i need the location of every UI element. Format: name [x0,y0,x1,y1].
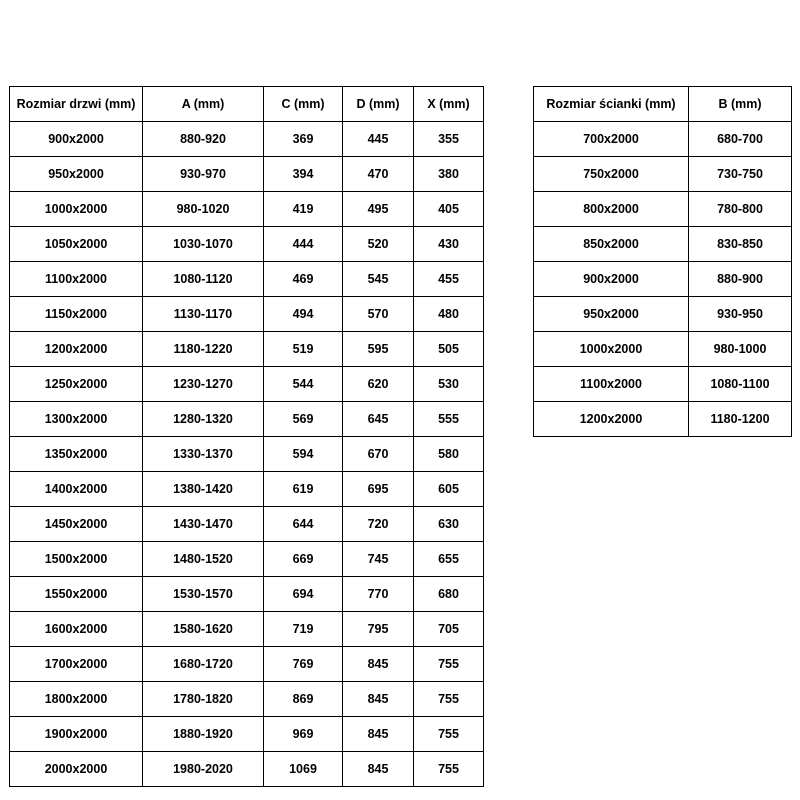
table-row [10,542,484,577]
cell-wall-size: 1100x2000 [534,367,689,402]
cell-a: 1880-1920 [143,717,264,752]
cell-c: 519 [264,332,343,367]
cell-d: 620 [343,367,414,402]
column-header-wall-size: Rozmiar ścianki (mm) [534,87,689,122]
cell-door-size: 1250x2000 [10,367,143,402]
cell-a: 1530-1570 [143,577,264,612]
cell-x: 430 [414,227,484,262]
cell-c: 869 [264,682,343,717]
cell-b: 730-750 [689,157,792,192]
cell-b: 780-800 [689,192,792,227]
table-row [10,157,484,192]
cell-door-size: 1050x2000 [10,227,143,262]
cell-a: 1130-1170 [143,297,264,332]
cell-x: 480 [414,297,484,332]
cell-door-size: 1600x2000 [10,612,143,647]
cell-door-size: 1100x2000 [10,262,143,297]
cell-d: 445 [343,122,414,157]
cell-d: 845 [343,752,414,787]
cell-b: 980-1000 [689,332,792,367]
cell-d: 845 [343,682,414,717]
cell-b: 1080-1100 [689,367,792,402]
cell-x: 605 [414,472,484,507]
table-row [534,157,792,192]
cell-b: 830-850 [689,227,792,262]
cell-d: 720 [343,507,414,542]
cell-x: 655 [414,542,484,577]
cell-d: 520 [343,227,414,262]
cell-a: 1380-1420 [143,472,264,507]
table-row [534,367,792,402]
table-row [10,507,484,542]
cell-b: 680-700 [689,122,792,157]
cell-a: 1180-1220 [143,332,264,367]
cell-wall-size: 1000x2000 [534,332,689,367]
table-row [534,122,792,157]
door-size-table [9,86,484,787]
cell-b: 930-950 [689,297,792,332]
table-row [10,577,484,612]
cell-a: 930-970 [143,157,264,192]
cell-door-size: 1900x2000 [10,717,143,752]
cell-door-size: 1200x2000 [10,332,143,367]
cell-c: 369 [264,122,343,157]
cell-wall-size: 850x2000 [534,227,689,262]
cell-x: 380 [414,157,484,192]
column-header-x: X (mm) [414,87,484,122]
door-table-header [10,87,484,122]
cell-x: 755 [414,647,484,682]
cell-c: 694 [264,577,343,612]
table-row [10,682,484,717]
table-row [10,262,484,297]
cell-x: 755 [414,752,484,787]
cell-a: 1230-1270 [143,367,264,402]
cell-c: 669 [264,542,343,577]
cell-x: 680 [414,577,484,612]
table-row [10,122,484,157]
cell-wall-size: 950x2000 [534,297,689,332]
table-row [10,192,484,227]
cell-d: 795 [343,612,414,647]
cell-x: 530 [414,367,484,402]
cell-x: 755 [414,682,484,717]
cell-d: 845 [343,717,414,752]
table-row [10,367,484,402]
cell-d: 670 [343,437,414,472]
table-row [10,402,484,437]
column-header-c: C (mm) [264,87,343,122]
cell-door-size: 1550x2000 [10,577,143,612]
cell-door-size: 1800x2000 [10,682,143,717]
cell-d: 645 [343,402,414,437]
cell-d: 570 [343,297,414,332]
table-row [534,227,792,262]
cell-door-size: 1700x2000 [10,647,143,682]
table-row [10,612,484,647]
wall-panel-size-table [533,86,792,437]
cell-c: 719 [264,612,343,647]
cell-b: 880-900 [689,262,792,297]
cell-a: 1780-1820 [143,682,264,717]
table-row [534,262,792,297]
column-header-door-size: Rozmiar drzwi (mm) [10,87,143,122]
cell-door-size: 1400x2000 [10,472,143,507]
column-header-d: D (mm) [343,87,414,122]
cell-d: 595 [343,332,414,367]
cell-c: 494 [264,297,343,332]
cell-a: 1480-1520 [143,542,264,577]
cell-c: 644 [264,507,343,542]
cell-door-size: 1500x2000 [10,542,143,577]
table-row [10,752,484,787]
cell-x: 505 [414,332,484,367]
cell-a: 1030-1070 [143,227,264,262]
cell-door-size: 1350x2000 [10,437,143,472]
cell-x: 455 [414,262,484,297]
cell-wall-size: 1200x2000 [534,402,689,437]
cell-door-size: 1150x2000 [10,297,143,332]
cell-a: 1330-1370 [143,437,264,472]
cell-door-size: 1450x2000 [10,507,143,542]
cell-a: 1580-1620 [143,612,264,647]
cell-x: 580 [414,437,484,472]
cell-door-size: 2000x2000 [10,752,143,787]
cell-wall-size: 900x2000 [534,262,689,297]
cell-x: 630 [414,507,484,542]
table-row [10,437,484,472]
cell-a: 1280-1320 [143,402,264,437]
cell-c: 769 [264,647,343,682]
cell-c: 469 [264,262,343,297]
cell-c: 619 [264,472,343,507]
cell-door-size: 1000x2000 [10,192,143,227]
cell-b: 1180-1200 [689,402,792,437]
column-header-a: A (mm) [143,87,264,122]
cell-x: 405 [414,192,484,227]
table-header-row [534,87,792,122]
cell-d: 470 [343,157,414,192]
table-row [10,297,484,332]
cell-d: 545 [343,262,414,297]
column-header-b: B (mm) [689,87,792,122]
cell-c: 419 [264,192,343,227]
cell-c: 569 [264,402,343,437]
cell-door-size: 1300x2000 [10,402,143,437]
door-table-body [10,122,484,787]
wall-table-body [534,122,792,437]
cell-x: 355 [414,122,484,157]
table-row [10,647,484,682]
cell-c: 1069 [264,752,343,787]
cell-x: 555 [414,402,484,437]
wall-table-header [534,87,792,122]
cell-c: 394 [264,157,343,192]
cell-x: 755 [414,717,484,752]
table-row [10,717,484,752]
cell-wall-size: 800x2000 [534,192,689,227]
cell-d: 770 [343,577,414,612]
cell-x: 705 [414,612,484,647]
table-row [534,402,792,437]
cell-c: 544 [264,367,343,402]
cell-a: 1080-1120 [143,262,264,297]
cell-a: 1430-1470 [143,507,264,542]
cell-door-size: 950x2000 [10,157,143,192]
table-row [534,297,792,332]
cell-d: 845 [343,647,414,682]
cell-c: 969 [264,717,343,752]
cell-door-size: 900x2000 [10,122,143,157]
cell-a: 1680-1720 [143,647,264,682]
table-header-row [10,87,484,122]
cell-a: 980-1020 [143,192,264,227]
cell-d: 495 [343,192,414,227]
cell-a: 1980-2020 [143,752,264,787]
cell-c: 444 [264,227,343,262]
table-row [534,192,792,227]
table-row [534,332,792,367]
table-row [10,227,484,262]
table-row [10,332,484,367]
cell-a: 880-920 [143,122,264,157]
table-row [10,472,484,507]
cell-d: 695 [343,472,414,507]
cell-wall-size: 700x2000 [534,122,689,157]
cell-d: 745 [343,542,414,577]
cell-wall-size: 750x2000 [534,157,689,192]
cell-c: 594 [264,437,343,472]
